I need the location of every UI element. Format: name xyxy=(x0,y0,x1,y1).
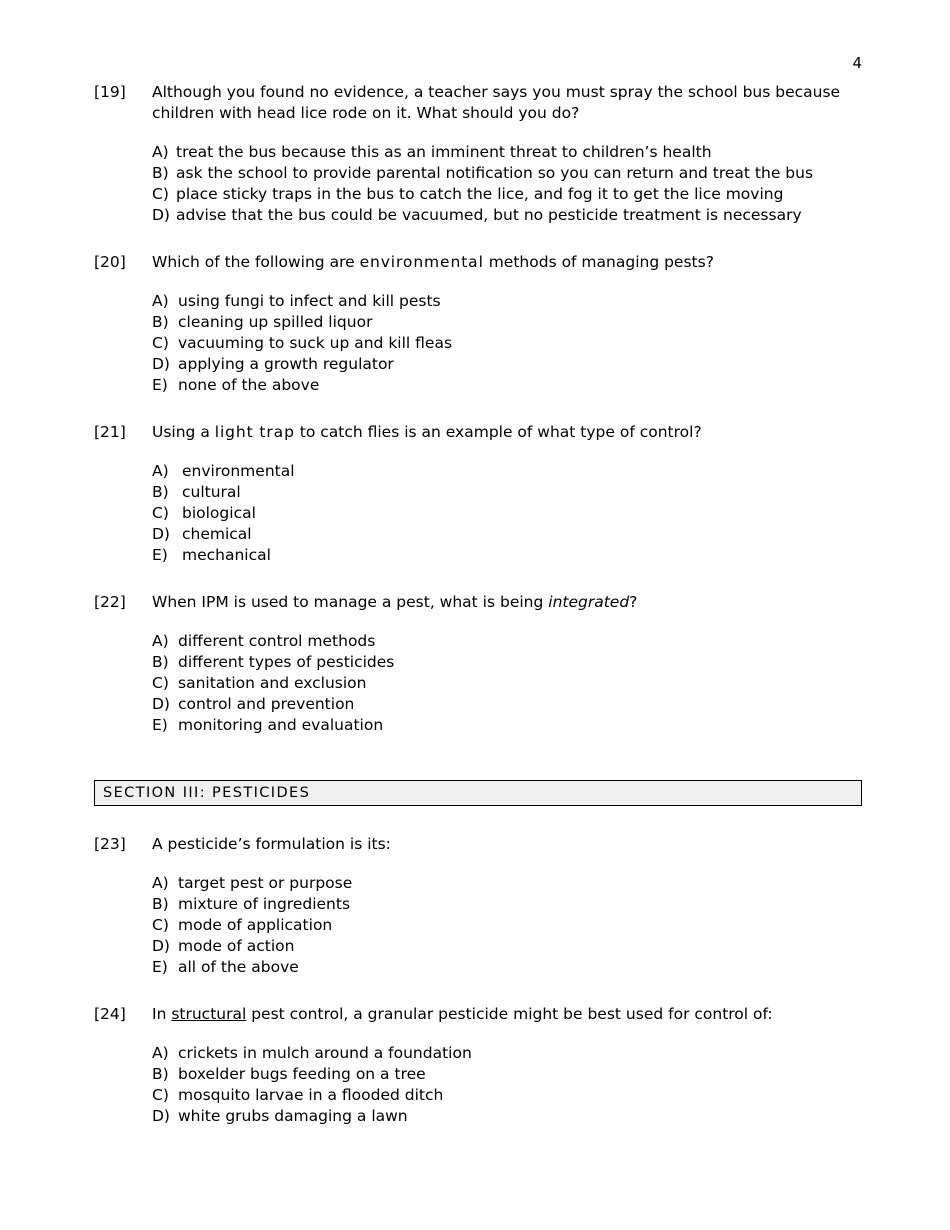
stem-part: Which of the following are xyxy=(152,253,360,271)
stem-emphasis: structural xyxy=(171,1005,247,1023)
option-letter: B) xyxy=(152,483,169,501)
answer-option[interactable] xyxy=(152,873,862,894)
option-letter: D) xyxy=(152,355,170,373)
answer-options xyxy=(152,631,862,736)
stem-part: pest control, a granular pesticide might be best used for control of: xyxy=(246,1005,773,1023)
option-text: mechanical xyxy=(182,546,271,564)
stem-part: to catch flies is an example of what type of control? xyxy=(294,423,702,441)
question-24 xyxy=(94,1004,862,1127)
option-text: cultural xyxy=(182,483,241,501)
question-23 xyxy=(94,834,862,978)
question-body xyxy=(152,1004,862,1127)
answer-option[interactable] xyxy=(152,1106,862,1127)
option-letter: D) xyxy=(152,206,170,224)
answer-option[interactable] xyxy=(152,545,862,566)
option-text: using fungi to infect and kill pests xyxy=(178,292,441,310)
option-letter: C) xyxy=(152,185,169,203)
answer-option[interactable] xyxy=(152,184,862,205)
option-text: sanitation and exclusion xyxy=(178,674,367,692)
option-text: crickets in mulch around a foundation xyxy=(178,1044,472,1062)
question-stem: A pesticide’s formulation is its: xyxy=(152,835,391,853)
answer-option[interactable] xyxy=(152,1064,862,1085)
option-text: treat the bus because this as an imminent threat to children’s health xyxy=(176,143,712,161)
option-text: advise that the bus could be vacuumed, but no pesticide treatment is necessary xyxy=(176,206,802,224)
answer-option[interactable] xyxy=(152,312,862,333)
question-body xyxy=(152,82,862,226)
stem-part: When IPM is used to manage a pest, what is being xyxy=(152,593,549,611)
answer-option[interactable] xyxy=(152,936,862,957)
option-text: monitoring and evaluation xyxy=(178,716,384,734)
option-letter: B) xyxy=(152,164,169,182)
option-letter: E) xyxy=(152,958,168,976)
option-letter: C) xyxy=(152,504,169,522)
option-letter: D) xyxy=(152,937,170,955)
question-number: [22] xyxy=(94,593,126,611)
option-letter: B) xyxy=(152,313,169,331)
option-text: white grubs damaging a lawn xyxy=(178,1107,408,1125)
option-letter: E) xyxy=(152,376,168,394)
option-letter: B) xyxy=(152,653,169,671)
option-text: different types of pesticides xyxy=(178,653,395,671)
option-text: boxelder bugs feeding on a tree xyxy=(178,1065,426,1083)
question-stem xyxy=(152,592,842,613)
option-letter: C) xyxy=(152,916,169,934)
answer-option[interactable] xyxy=(152,163,862,184)
stem-emphasis: environmental xyxy=(359,253,484,271)
question-body xyxy=(152,252,862,396)
answer-option[interactable] xyxy=(152,482,862,503)
option-text: all of the above xyxy=(178,958,299,976)
option-text: cleaning up spilled liquor xyxy=(178,313,373,331)
option-letter: E) xyxy=(152,546,168,564)
answer-option[interactable] xyxy=(152,1043,862,1064)
section-title: SECTION III: PESTICIDES xyxy=(103,785,311,801)
question-body xyxy=(152,422,862,566)
question-number: [23] xyxy=(94,835,126,853)
answer-options xyxy=(152,461,862,566)
question-body xyxy=(152,834,862,978)
option-letter: C) xyxy=(152,674,169,692)
answer-option[interactable] xyxy=(152,715,862,736)
answer-options xyxy=(152,142,862,226)
question-number: [21] xyxy=(94,423,126,441)
answer-option[interactable] xyxy=(152,694,862,715)
option-text: applying a growth regulator xyxy=(178,355,394,373)
option-letter: E) xyxy=(152,716,168,734)
stem-part: methods of managing pests? xyxy=(483,253,714,271)
answer-options xyxy=(152,873,862,978)
question-number: [24] xyxy=(94,1005,126,1023)
option-text: control and prevention xyxy=(178,695,355,713)
option-letter: A) xyxy=(152,462,169,480)
answer-option[interactable] xyxy=(152,915,862,936)
answer-option[interactable] xyxy=(152,957,862,978)
answer-option[interactable] xyxy=(152,652,862,673)
option-text: target pest or purpose xyxy=(178,874,353,892)
option-text: different control methods xyxy=(178,632,376,650)
option-text: chemical xyxy=(182,525,252,543)
answer-option[interactable] xyxy=(152,375,862,396)
answer-options xyxy=(152,1043,862,1127)
option-letter: C) xyxy=(152,334,169,352)
answer-option[interactable] xyxy=(152,503,862,524)
answer-option[interactable] xyxy=(152,894,862,915)
option-letter: D) xyxy=(152,525,170,543)
section-heading-bar xyxy=(94,780,862,806)
question-stem xyxy=(152,1004,842,1025)
answer-option[interactable] xyxy=(152,673,862,694)
option-letter: A) xyxy=(152,632,169,650)
option-letter: D) xyxy=(152,1107,170,1125)
question-number: [20] xyxy=(94,253,126,271)
option-text: vacuuming to suck up and kill fleas xyxy=(178,334,453,352)
question-22 xyxy=(94,592,862,736)
option-text: mode of application xyxy=(178,916,333,934)
option-text: mosquito larvae in a flooded ditch xyxy=(178,1086,444,1104)
question-20 xyxy=(94,252,862,396)
option-text: ask the school to provide parental notification so you can return and treat the bus xyxy=(176,164,814,182)
option-text: none of the above xyxy=(178,376,320,394)
stem-emphasis: light trap xyxy=(214,423,295,441)
option-letter: A) xyxy=(152,874,169,892)
question-stem: Although you found no evidence, a teacher says you must spray the school bus because children with head lice rode on it. What should you do? xyxy=(152,83,841,122)
answer-option[interactable] xyxy=(152,631,862,652)
option-text: mode of action xyxy=(178,937,295,955)
stem-part: ? xyxy=(629,593,638,611)
question-body xyxy=(152,592,862,736)
answer-option[interactable] xyxy=(152,205,862,226)
option-text: biological xyxy=(182,504,256,522)
question-21 xyxy=(94,422,862,566)
answer-option[interactable] xyxy=(152,354,862,375)
option-letter: B) xyxy=(152,1065,169,1083)
option-text: mixture of ingredients xyxy=(178,895,351,913)
stem-part: In xyxy=(152,1005,172,1023)
option-letter: A) xyxy=(152,1044,169,1062)
option-letter: A) xyxy=(152,143,169,161)
option-text: environmental xyxy=(182,462,295,480)
page-number: 4 xyxy=(852,54,862,72)
option-letter: D) xyxy=(152,695,170,713)
answer-option[interactable] xyxy=(152,333,862,354)
question-stem xyxy=(152,422,842,443)
answer-option[interactable] xyxy=(152,291,862,312)
answer-option[interactable] xyxy=(152,461,862,482)
answer-option[interactable] xyxy=(152,1085,862,1106)
answer-option[interactable] xyxy=(152,524,862,545)
answer-options xyxy=(152,291,862,396)
question-stem xyxy=(152,252,842,273)
option-text: place sticky traps in the bus to catch the lice, and fog it to get the lice moving xyxy=(176,185,784,203)
option-letter: B) xyxy=(152,895,169,913)
option-letter: A) xyxy=(152,292,169,310)
question-number: [19] xyxy=(94,83,126,101)
answer-option[interactable] xyxy=(152,142,862,163)
question-19 xyxy=(94,82,862,226)
option-letter: C) xyxy=(152,1086,169,1104)
stem-emphasis: integrated xyxy=(548,593,630,611)
stem-part: Using a xyxy=(152,423,215,441)
